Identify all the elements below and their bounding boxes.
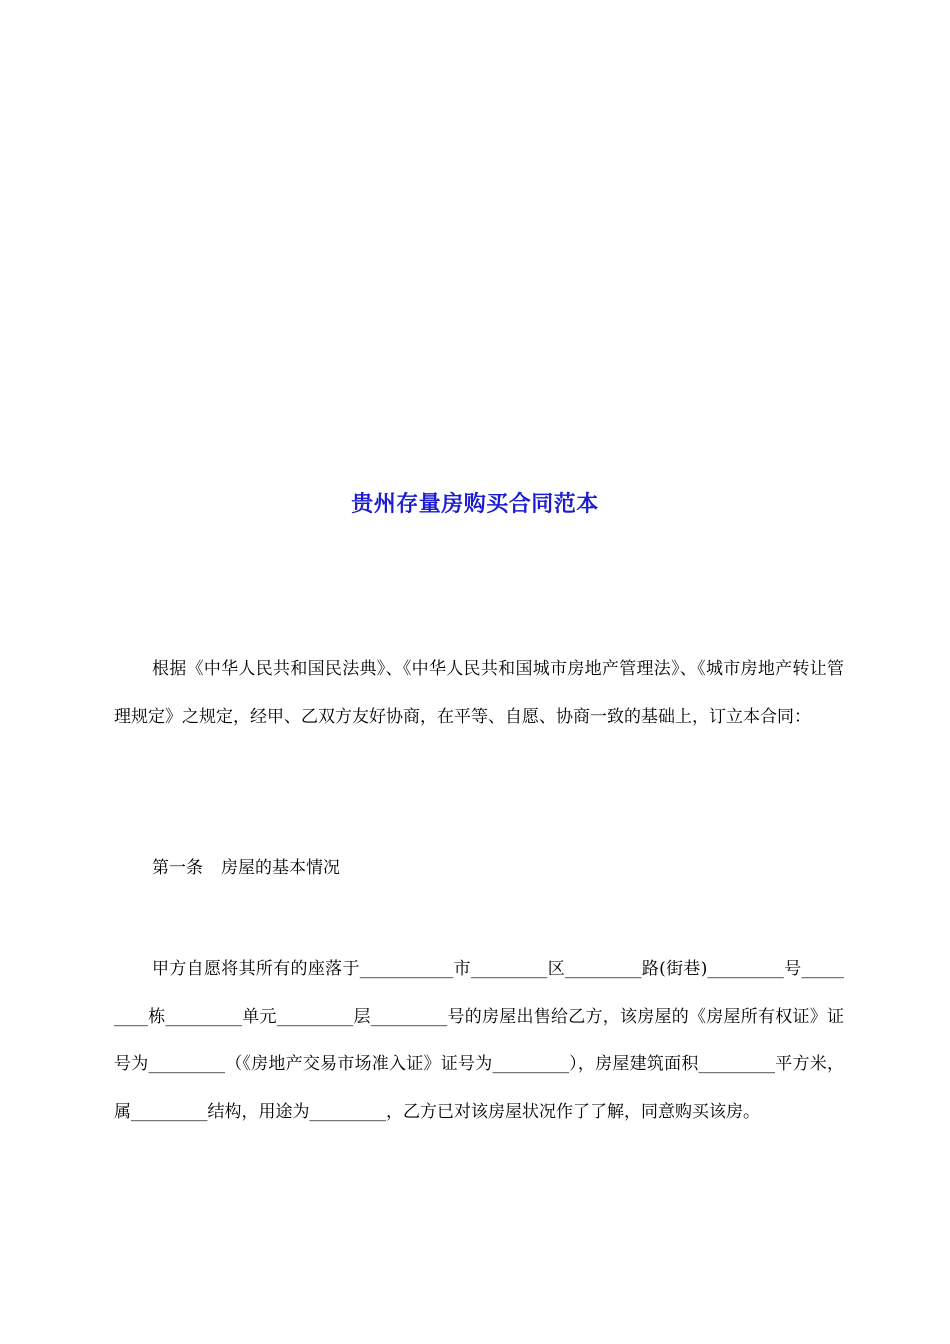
article-heading: [114, 845, 844, 893]
article-body-paragraph: 甲方自愿将其所有的座落于___________市_________区_________路(街巷)_________号_________栋_________单元_________层_________号的房屋出售给乙方，该房屋的《房屋所有权证》证号为_________（《房地产交易市场准入证》证号为_________），房屋建筑面积_________平方米，属_________结构，用途为_________，乙方已对该房屋状况作了了解，同意购买该房。: [114, 959, 844, 1122]
document-title: 贵州存量房购买合同范本: [351, 491, 599, 517]
article-number: 第一条: [152, 858, 203, 878]
article-title: 房屋的基本情况: [221, 858, 340, 878]
preamble-paragraph: 根据《中华人民共和国民法典》、《中华人民共和国城市房地产管理法》、《城市房地产转让管理规定》之规定，经甲、乙双方友好协商，在平等、自愿、协商一致的基础上，订立本合同：: [114, 659, 844, 727]
